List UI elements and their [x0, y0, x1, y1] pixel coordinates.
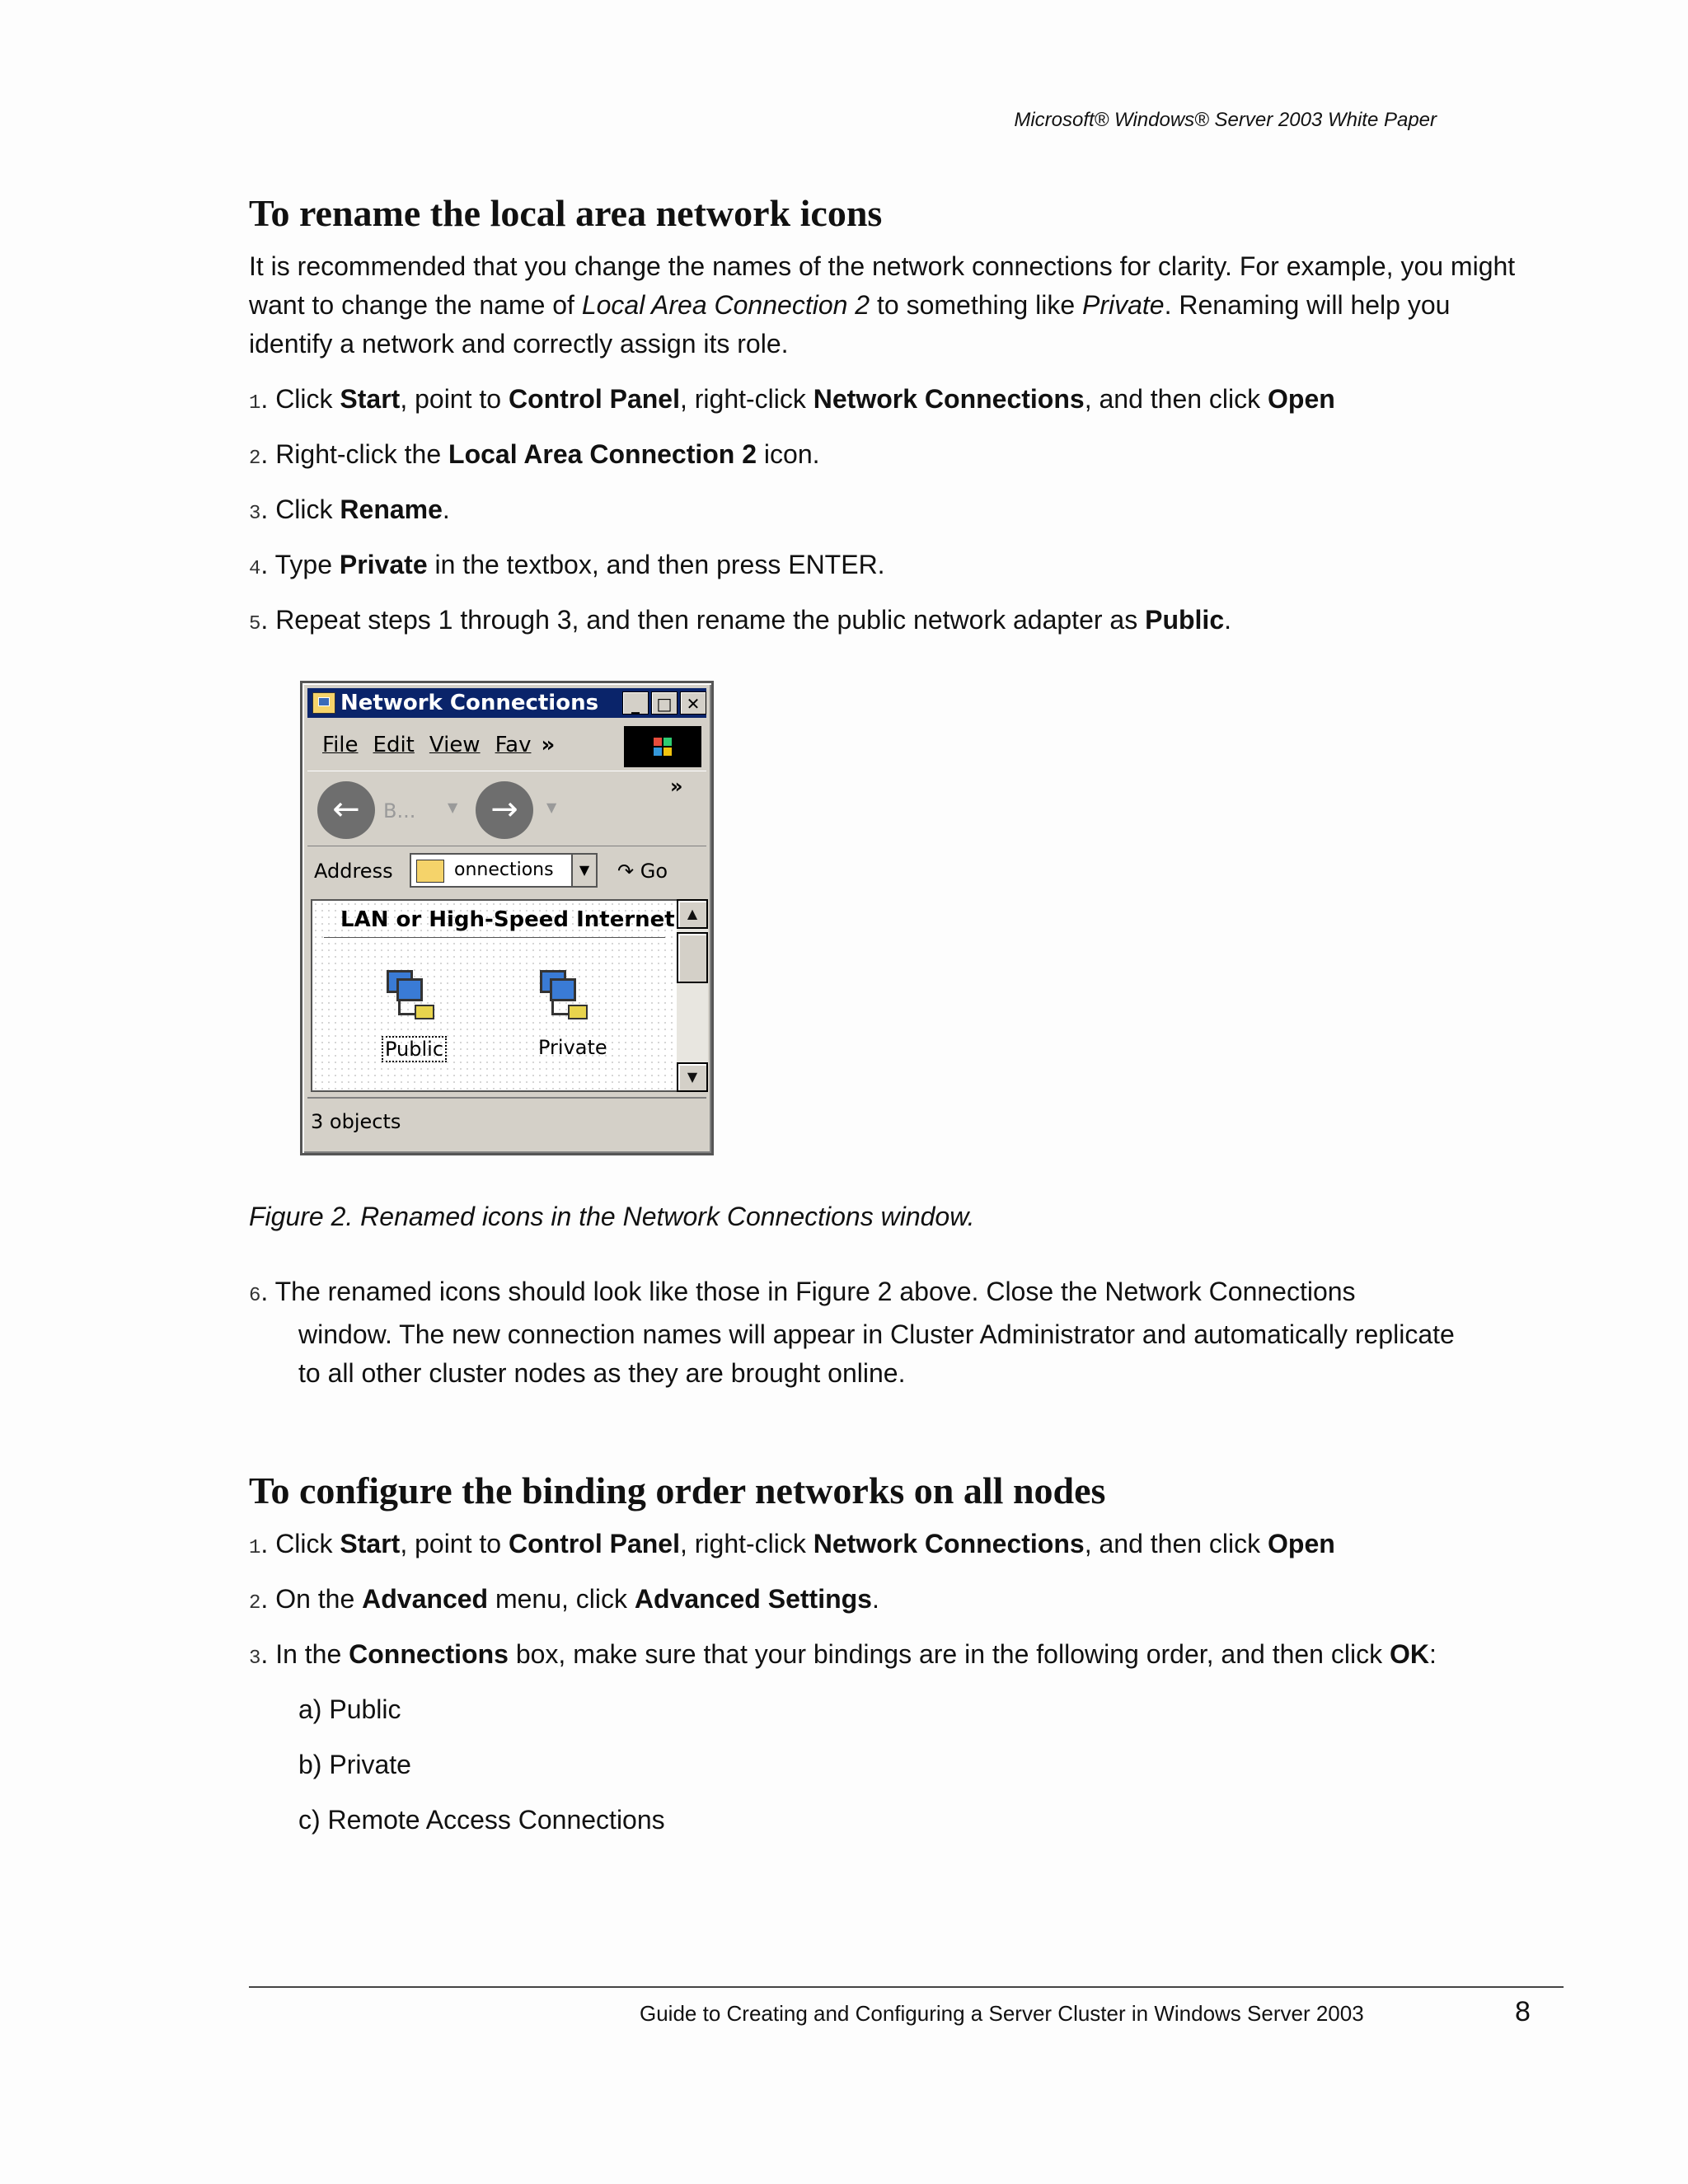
folder-icon: [416, 860, 444, 883]
rename-step-5: 5. Repeat steps 1 through 3, and then rename the public network adapter as Public.: [249, 605, 1231, 635]
maximize-button[interactable]: □: [651, 691, 678, 715]
binding-order-item: c) Remote Access Connections: [298, 1805, 665, 1835]
running-header: Microsoft® Windows® Server 2003 White Paper: [1014, 109, 1437, 131]
public-connection-label[interactable]: Public: [382, 1036, 447, 1062]
menu-view[interactable]: View: [429, 733, 481, 757]
menu-file[interactable]: File: [322, 733, 359, 757]
forward-arrow-icon[interactable]: →: [476, 781, 533, 839]
footer-title: Guide to Creating and Configuring a Server Cluster in Windows Server 2003: [640, 2001, 1364, 2026]
forward-dropdown-icon[interactable]: ▼: [546, 799, 557, 815]
footer-rule: [249, 1986, 1564, 1988]
page-number: 8: [1515, 1996, 1531, 2027]
rename-step-3: 3. Click Rename.: [249, 494, 450, 525]
binding-order-item: a) Public: [298, 1694, 401, 1724]
go-button[interactable]: ↷ Go: [617, 860, 668, 883]
figure-caption: Figure 2. Renamed icons in the Network Connections window.: [249, 1202, 975, 1231]
address-bar: [307, 848, 706, 893]
section-heading-rename: To rename the local area network icons: [249, 192, 883, 234]
binding-step-2: 2. On the Advanced menu, click Advanced Settings.: [249, 1584, 879, 1615]
scroll-down-icon[interactable]: ▼: [677, 1062, 708, 1092]
menu-overflow-icon[interactable]: »: [541, 733, 556, 757]
back-label: B...: [383, 799, 416, 823]
scroll-thumb[interactable]: [677, 932, 708, 983]
intro-paragraph: It is recommended that you change the names of the network connections for clarity. For example, you might want to change the name of Local Area Connection 2 to something like Private. Renaming will help you identify a network and correctly assign its role.: [249, 251, 1516, 359]
minimize-button[interactable]: _: [622, 691, 649, 715]
address-value: onnections: [454, 860, 554, 880]
back-arrow-icon[interactable]: ←: [317, 781, 375, 839]
vertical-scrollbar[interactable]: [677, 899, 708, 1092]
private-connection-icon[interactable]: [533, 967, 591, 1024]
private-connection-label[interactable]: Private: [538, 1036, 607, 1059]
section-heading-binding-order: To configure the binding order networks on all nodes: [249, 1469, 1106, 1511]
address-combobox[interactable]: [410, 853, 598, 888]
binding-step-3: 3. In the Connections box, make sure that your bindings are in the following order, and then click OK:: [249, 1639, 1437, 1670]
address-dropdown-icon[interactable]: ▼: [571, 855, 596, 886]
window-title: Network Connections: [340, 691, 599, 715]
public-connection-icon[interactable]: [380, 967, 438, 1024]
windows-logo-icon: [624, 726, 701, 767]
binding-order-item: b) Private: [298, 1750, 411, 1779]
window-titlebar: [307, 688, 706, 718]
group-divider: [324, 937, 665, 938]
menu-edit[interactable]: Edit: [373, 733, 415, 757]
back-dropdown-icon[interactable]: ▼: [448, 799, 458, 815]
close-button[interactable]: ✕: [680, 691, 706, 715]
rename-step-6: 6. The renamed icons should look like those in Figure 2 above. Close the Network Connections window. The new connection names will appear in Cluster Administrator and automatically replicate to all other cluster nodes as they are brought online.: [249, 1277, 1455, 1388]
rename-step-4: 4. Type Private in the textbox, and then press ENTER.: [249, 550, 885, 580]
rename-step-2: 2. Right-click the Local Area Connection 2 icon.: [249, 439, 820, 470]
go-arrow-icon: ↷: [617, 860, 640, 883]
toolbar-overflow-icon[interactable]: »: [670, 775, 683, 798]
group-header: LAN or High-Speed Internet: [340, 907, 675, 932]
menu-bar: [307, 723, 706, 767]
scroll-up-icon[interactable]: ▲: [677, 899, 708, 929]
rename-step-1: 1. Click Start, point to Control Panel, right-click Network Connections, and then click Open: [249, 384, 1335, 415]
status-bar: 3 objects: [307, 1097, 706, 1150]
connections-list: [311, 899, 678, 1092]
binding-step-1: 1. Click Start, point to Control Panel, right-click Network Connections, and then click Open: [249, 1529, 1335, 1559]
network-folder-icon: [312, 692, 335, 714]
network-connections-window-screenshot: [300, 681, 714, 1155]
navigation-toolbar: [307, 771, 706, 846]
address-label: Address: [314, 860, 393, 883]
menu-favorites[interactable]: Fav: [495, 733, 532, 757]
